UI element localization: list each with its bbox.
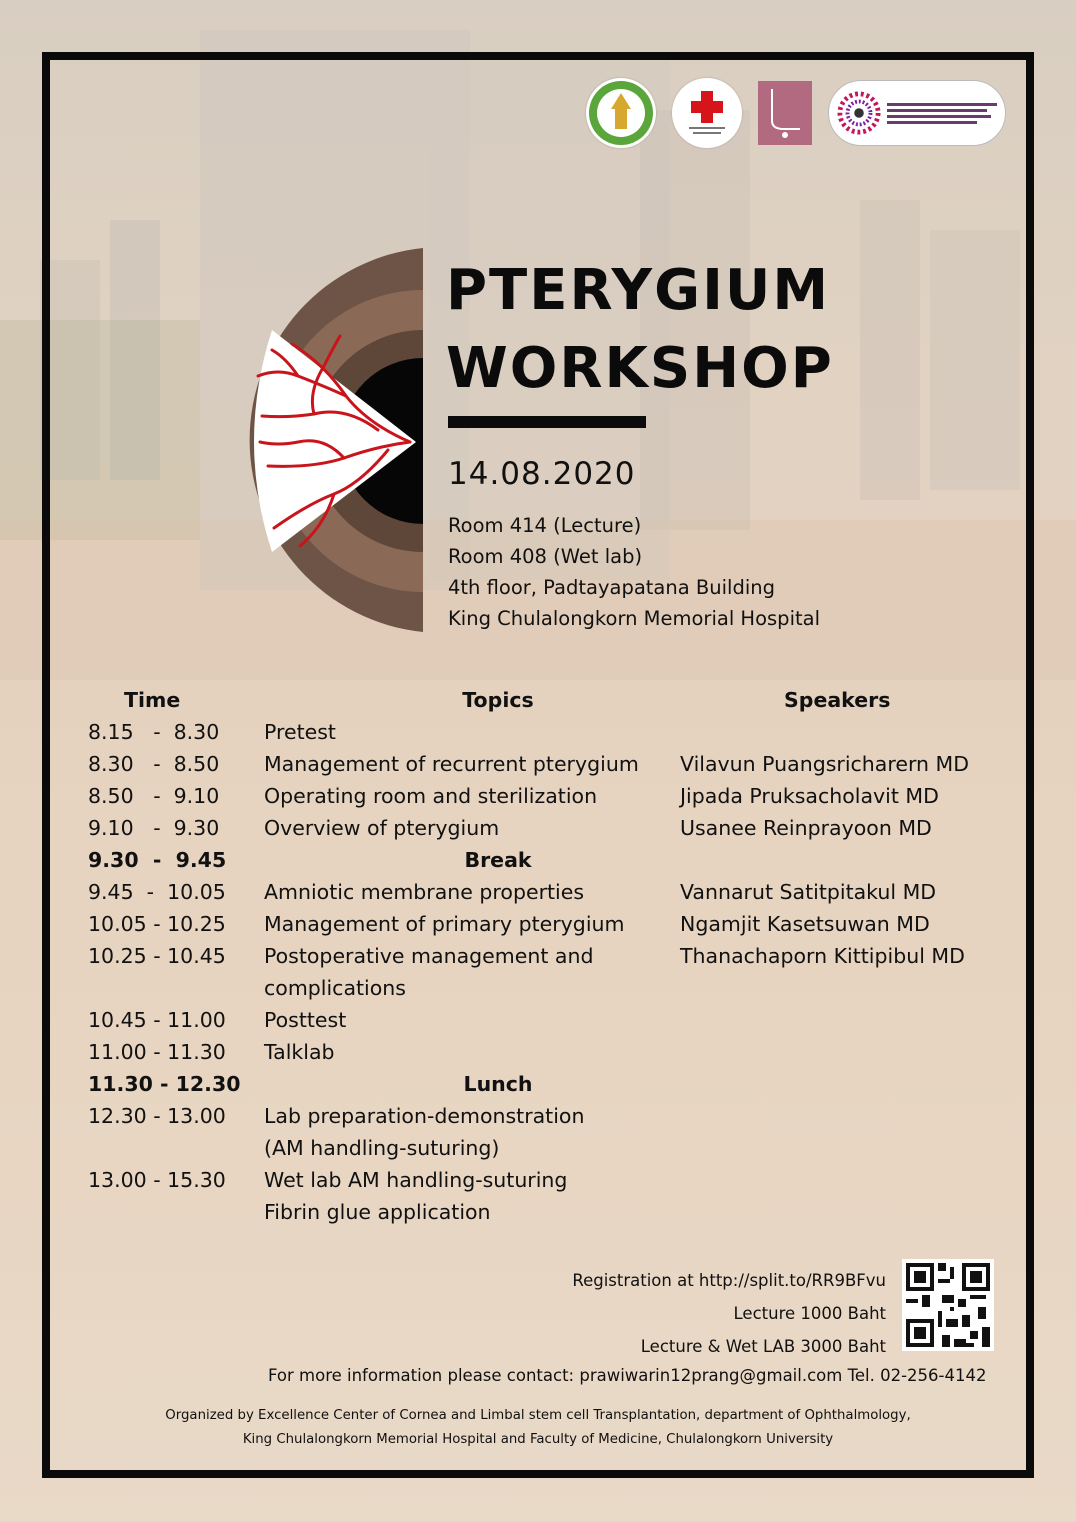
schedule-row (88, 1164, 1008, 1196)
organizer-line: King Chulalongkorn Memorial Hospital and Faculty of Medicine, Chulalongkorn University (242, 1432, 834, 1447)
schedule-header (88, 684, 1008, 716)
row-topic: Management of recurrent pterygium (264, 752, 639, 776)
schedule-row (88, 908, 1008, 940)
row-topic: Pretest (264, 720, 336, 744)
row-speaker (680, 716, 1008, 748)
venue-block (448, 510, 820, 634)
row-speaker: Vilavun Puangsricharern MD (680, 752, 969, 776)
registration-info (572, 1264, 886, 1363)
schedule-row (88, 1100, 1008, 1132)
row-time: 11.00 - 11.30 (88, 1040, 226, 1064)
row-time: 13.00 - 15.30 (88, 1168, 226, 1192)
registration-qr-code[interactable] (902, 1259, 994, 1351)
schedule-break-row (88, 844, 1008, 876)
row-time: 10.45 - 11.00 (88, 1008, 226, 1032)
row-topic: Break (464, 848, 532, 872)
wetlab-fee: Lecture & Wet LAB 3000 Baht (640, 1337, 886, 1356)
row-topic: Wet lab AM handling-suturing (264, 1168, 568, 1192)
row-time: 8.30 - 8.50 (88, 752, 220, 776)
row-speaker (680, 972, 1008, 1004)
row-time: 9.10 - 9.30 (88, 816, 220, 840)
row-speaker: Vannarut Satitpitakul MD (680, 880, 937, 904)
venue-line: 4th floor, Padtayapatana Building (448, 576, 775, 599)
schedule-row (88, 716, 1008, 748)
row-topic: complications (264, 976, 406, 1000)
lecture-fee: Lecture 1000 Baht (733, 1304, 886, 1323)
row-time: 11.30 - 12.30 (88, 1072, 241, 1096)
row-time (88, 1196, 264, 1228)
chula-logo (758, 81, 812, 145)
schedule-row (88, 748, 1008, 780)
row-speaker (680, 1004, 1008, 1036)
row-time: 8.15 - 8.30 (88, 720, 220, 744)
workshop-title (446, 252, 834, 408)
row-topic: Posttest (264, 1008, 347, 1032)
organizer-line: Organized by Excellence Center of Cornea and Limbal stem cell Transplantation, department of Ophthalmology, (165, 1408, 911, 1423)
schedule-row (88, 1004, 1008, 1036)
faculty-of-medicine-seal (586, 78, 656, 148)
schedule-row (88, 780, 1008, 812)
row-topic: Fibrin glue application (264, 1200, 491, 1224)
schedule-row (88, 1132, 1008, 1164)
red-cross-logo (672, 78, 742, 148)
row-time: 10.05 - 10.25 (88, 912, 226, 936)
organizer-info (60, 1404, 1016, 1452)
row-topic: Lunch (463, 1072, 533, 1096)
row-time: 10.25 - 10.45 (88, 944, 226, 968)
row-topic: (AM handling-suturing) (264, 1136, 500, 1160)
row-speaker (680, 1036, 1008, 1068)
schedule-row (88, 940, 1008, 972)
row-speaker: Ngamjit Kasetsuwan MD (680, 912, 930, 936)
registration-link[interactable]: Registration at http://split.to/RR9BFvu (572, 1271, 886, 1290)
row-speaker (680, 844, 1008, 876)
row-speaker (680, 1100, 1008, 1132)
row-time (88, 972, 264, 1004)
excellence-center-logo (828, 80, 1006, 146)
row-speaker (680, 1132, 1008, 1164)
title-underline (448, 416, 646, 428)
header-speakers: Speakers (784, 688, 891, 712)
schedule-row (88, 1036, 1008, 1068)
row-topic: Management of primary pterygium (264, 912, 625, 936)
row-topic: Postoperative management and (264, 944, 594, 968)
event-date: 14.08.2020 (448, 456, 636, 492)
schedule-break-row (88, 1068, 1008, 1100)
schedule-row (88, 972, 1008, 1004)
row-time: 9.45 - 10.05 (88, 880, 226, 904)
row-topic: Amniotic membrane properties (264, 880, 585, 904)
row-speaker: Usanee Reinprayoon MD (680, 816, 932, 840)
row-speaker: Jipada Pruksacholavit MD (680, 784, 939, 808)
row-speaker (680, 1196, 1008, 1228)
row-time (88, 1132, 264, 1164)
row-time: 12.30 - 13.00 (88, 1104, 226, 1128)
venue-line: Room 414 (Lecture) (448, 514, 642, 537)
contact-info: For more information please contact: prawiwarin12prang@gmail.com Tel. 02-256-4142 (268, 1366, 987, 1385)
row-topic: Lab preparation-demonstration (264, 1104, 585, 1128)
row-speaker (680, 1164, 1008, 1196)
row-topic: Operating room and sterilization (264, 784, 598, 808)
venue-line: Room 408 (Wet lab) (448, 545, 643, 568)
venue-line: King Chulalongkorn Memorial Hospital (448, 607, 820, 630)
schedule-table (88, 684, 1008, 1228)
row-time: 9.30 - 9.45 (88, 848, 227, 872)
header-topics: Topics (462, 688, 534, 712)
header-time: Time (124, 688, 181, 712)
title-line-2: WORKSHOP (446, 336, 834, 401)
row-topic: Talklab (264, 1040, 335, 1064)
row-speaker (680, 1068, 1008, 1100)
schedule-row (88, 1196, 1008, 1228)
row-speaker: Thanachaporn Kittipibul MD (680, 944, 965, 968)
title-line-1: PTERYGIUM (446, 258, 831, 323)
schedule-row (88, 812, 1008, 844)
row-topic: Overview of pterygium (264, 816, 500, 840)
schedule-row (88, 876, 1008, 908)
logo-bar (586, 78, 1006, 148)
row-time: 8.50 - 9.10 (88, 784, 220, 808)
pterygium-eye-illustration (228, 246, 428, 636)
